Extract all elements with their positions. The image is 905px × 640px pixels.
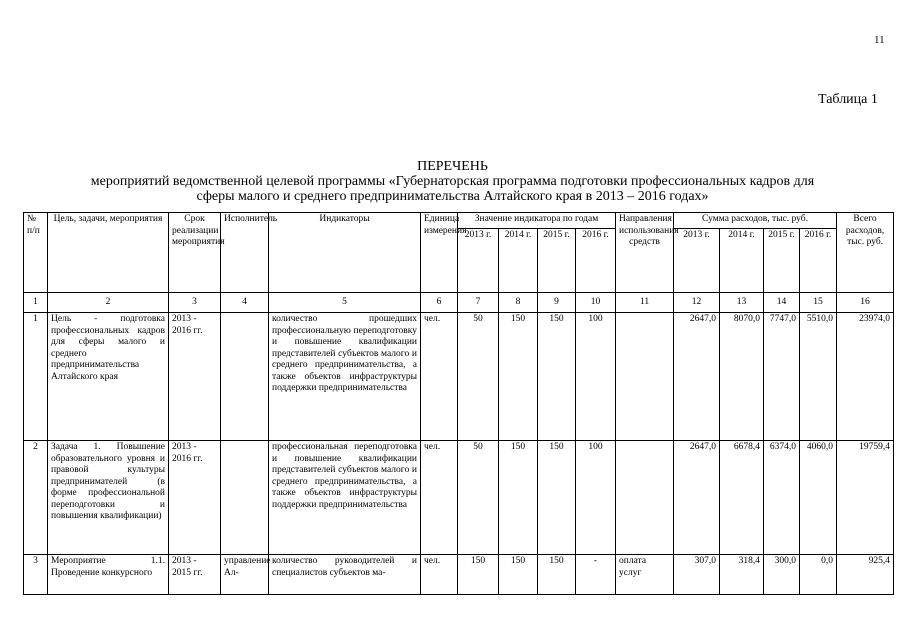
row-unit: чел. [421, 555, 458, 595]
header-direction: Направления использования средств [616, 213, 674, 293]
row-value-2013: 50 [458, 441, 499, 555]
row-expense-2013: 2647,0 [674, 441, 720, 555]
table-row [24, 313, 894, 441]
header-total: Всего расходов, тыс. руб. [837, 213, 894, 293]
row-expense-2014: 318,4 [720, 555, 764, 595]
column-number: 16 [837, 293, 894, 313]
row-unit: чел. [421, 313, 458, 441]
row-value-2014: 150 [499, 555, 538, 595]
column-number: 3 [169, 293, 221, 313]
row-direction [616, 313, 674, 441]
column-number: 14 [764, 293, 800, 313]
title-line-1: ПЕРЕЧЕНЬ [417, 159, 488, 174]
row-expense-2013: 307,0 [674, 555, 720, 595]
row-goal: Задача 1. Повышение образовательного уровня и правовой культуры предпринимателей (в форме профессиональной переподготовки и повышения квалификации) [48, 441, 169, 555]
column-number: 7 [458, 293, 499, 313]
table-row [24, 441, 894, 555]
column-number: 4 [221, 293, 269, 313]
header-goal: Цель, задачи, мероприятия [48, 213, 169, 293]
row-term: 2013 - 2016 гг. [169, 313, 221, 441]
row-expense-2015: 7747,0 [764, 313, 800, 441]
row-direction: оплата услуг [616, 555, 674, 595]
row-expense-2016: 0,0 [800, 555, 837, 595]
title-line-2: мероприятий ведомственной целевой программы «Губернаторская программа подготовки профессиональных кадров для [90, 174, 815, 189]
row-executor: управление Ал- [221, 555, 269, 595]
column-number: 8 [499, 293, 538, 313]
header-indicator-values: Значение индикатора по годам [458, 213, 616, 229]
column-number: 10 [576, 293, 616, 313]
row-total: 925,4 [837, 555, 894, 595]
column-number: 6 [421, 293, 458, 313]
header-expenses: Сумма расходов, тыс. руб. [674, 213, 837, 229]
title-line-3: сферы малого и среднего предпринимательства Алтайского края в 2013 – 2016 годах» [196, 189, 709, 204]
row-expense-2016: 4060,0 [800, 441, 837, 555]
row-expense-2015: 6374,0 [764, 441, 800, 555]
row-total: 23974,0 [837, 313, 894, 441]
column-number: 5 [269, 293, 421, 313]
header-year: 2016 г. [800, 229, 837, 293]
header-indicators: Индикаторы [269, 213, 421, 293]
row-value-2016: 100 [576, 441, 616, 555]
row-goal: Цель - подготовка профессиональных кадров для сферы малого и среднего предпринимательства Алтайского края [48, 313, 169, 441]
row-num: 2 [24, 441, 48, 555]
header-year: 2014 г. [499, 229, 538, 293]
header-num: № п/п [24, 213, 48, 293]
page-number: 11 [874, 34, 885, 46]
header-year: 2015 г. [538, 229, 576, 293]
row-num: 3 [24, 555, 48, 595]
row-num: 1 [24, 313, 48, 441]
row-value-2014: 150 [499, 441, 538, 555]
header-year: 2016 г. [576, 229, 616, 293]
header-year: 2014 г. [720, 229, 764, 293]
row-term: 2013 - 2016 гг. [169, 441, 221, 555]
column-number: 1 [24, 293, 48, 313]
header-executor: Исполнитель [221, 213, 269, 293]
table-label: Таблица 1 [818, 92, 878, 107]
header-row [24, 213, 894, 229]
row-executor [221, 313, 269, 441]
row-total: 19759,4 [837, 441, 894, 555]
row-value-2016: - [576, 555, 616, 595]
document-title [0, 159, 905, 204]
column-number: 13 [720, 293, 764, 313]
row-value-2014: 150 [499, 313, 538, 441]
header-year: 2013 г. [674, 229, 720, 293]
header-unit: Единица измерения [421, 213, 458, 293]
row-executor [221, 441, 269, 555]
row-indicator: количество руководителей и специалистов субъектов ма- [269, 555, 421, 595]
row-unit: чел. [421, 441, 458, 555]
row-value-2015: 150 [538, 555, 576, 595]
header-term: Срок реализации мероприятия [169, 213, 221, 293]
column-number: 2 [48, 293, 169, 313]
column-numbers-row [24, 293, 894, 313]
header-year: 2013 г. [458, 229, 499, 293]
row-expense-2014: 6678,4 [720, 441, 764, 555]
row-value-2013: 50 [458, 313, 499, 441]
row-value-2015: 150 [538, 441, 576, 555]
row-expense-2015: 300,0 [764, 555, 800, 595]
row-indicator: количество прошедших профессиональную переподготовку и повышение квалификации представителей субъектов малого и среднего предпринимательства, а также объектов инфраструктуры поддержки предпринимательства [269, 313, 421, 441]
header-year: 2015 г. [764, 229, 800, 293]
row-expense-2013: 2647,0 [674, 313, 720, 441]
row-goal: Мероприятие 1.1. Проведение конкурсного [48, 555, 169, 595]
column-number: 9 [538, 293, 576, 313]
row-direction [616, 441, 674, 555]
row-value-2015: 150 [538, 313, 576, 441]
program-table [23, 212, 894, 595]
column-number: 15 [800, 293, 837, 313]
row-indicator: профессиональная переподготовка и повышение квалификации представителей субъектов малого и среднего предпринимательства, а также объектов инфраструктуры поддержки предпринимательства [269, 441, 421, 555]
row-value-2013: 150 [458, 555, 499, 595]
column-number: 11 [616, 293, 674, 313]
row-term: 2013 - 2015 гг. [169, 555, 221, 595]
row-expense-2016: 5510,0 [800, 313, 837, 441]
table-row [24, 555, 894, 595]
row-expense-2014: 8070,0 [720, 313, 764, 441]
column-number: 12 [674, 293, 720, 313]
row-value-2016: 100 [576, 313, 616, 441]
